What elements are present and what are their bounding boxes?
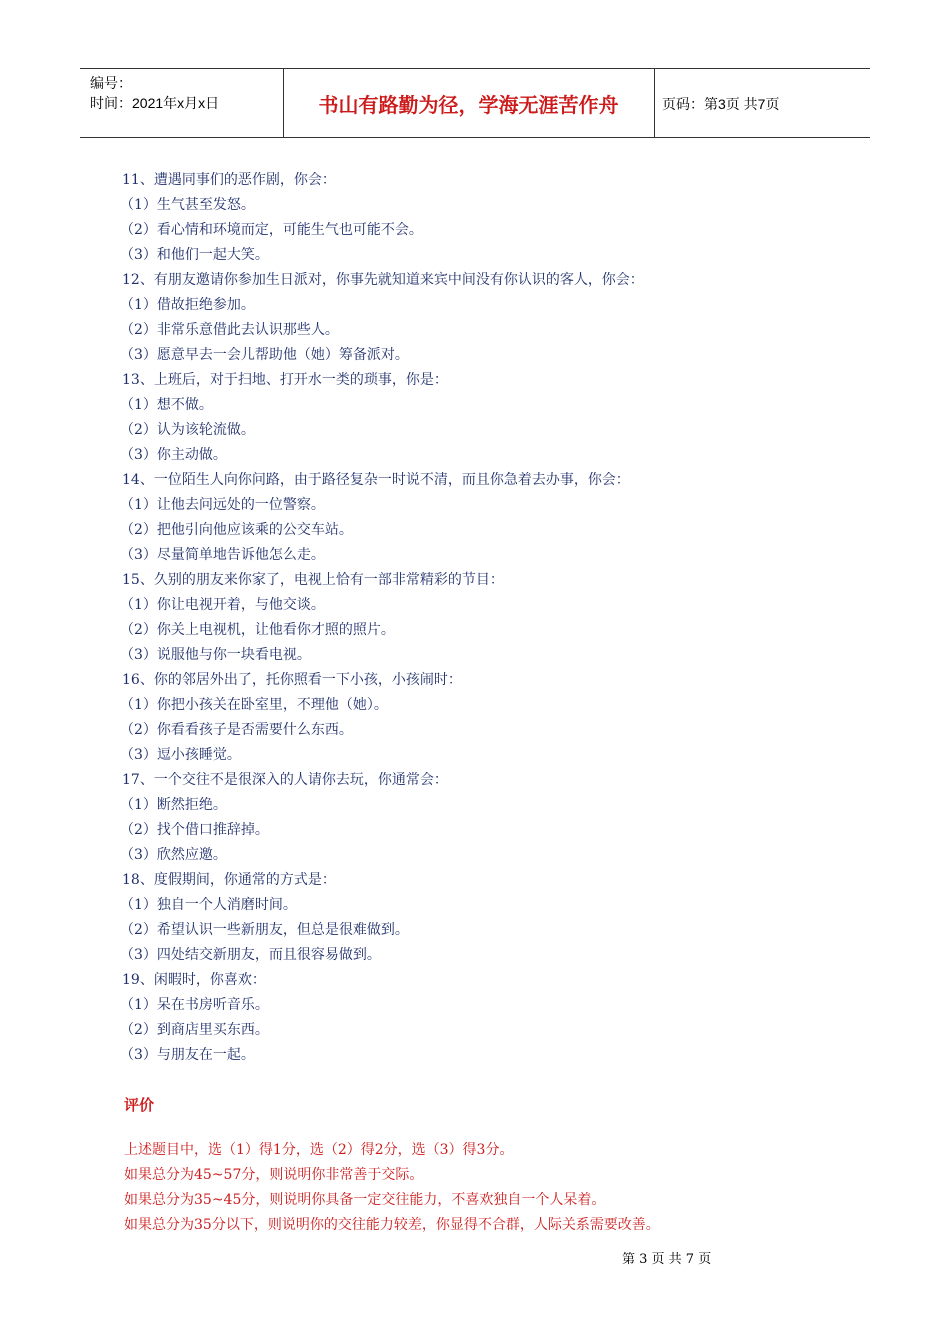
header-right-cell [654,69,870,137]
option-text: （2）非常乐意借此去认识那些人。 [120,322,339,338]
evaluation-heading: 评价 [124,1096,155,1114]
option-text: （1）你把小孩关在卧室里，不理他（她）。 [120,697,388,713]
question-text: 16、你的邻居外出了，托你照看一下小孩，小孩闹时： [122,672,462,688]
option-text: （2）看心情和环境而定，可能生气也可能不会。 [120,222,423,238]
question-text: 19、闲暇时，你喜欢： [122,972,266,988]
page-footer: 第 3 页 共 7 页 [622,1252,712,1267]
scoring-rule: 上述题目中，选（1）得1分，选（2）得2分，选（3）得3分。 [124,1142,514,1158]
option-text: （3）愿意早去一会儿帮助他（她）筹备派对。 [120,347,409,363]
option-text: （3）与朋友在一起。 [120,1047,255,1063]
option-text: （3）和他们一起大笑。 [120,247,269,263]
option-text: （2）你看看孩子是否需要什么东西。 [120,722,353,738]
option-text: （1）你让电视开着，与他交谈。 [120,597,325,613]
option-text: （1）让他去问远处的一位警察。 [120,497,325,513]
option-text: （3）欣然应邀。 [120,847,227,863]
evaluation-section [124,1140,864,1240]
option-text: （1）借故拒绝参加。 [120,297,255,313]
questionnaire [122,170,862,1070]
option-text: （3）四处结交新朋友，而且很容易做到。 [120,947,381,963]
option-text: （3）说服他与你一块看电视。 [120,647,311,663]
option-text: （2）找个借口推辞掉。 [120,822,269,838]
question-text: 12、有朋友邀请你参加生日派对，你事先就知道来宾中间没有你认识的客人，你会： [122,272,644,288]
score-range-high: 如果总分为45~57分，则说明你非常善于交际。 [124,1167,424,1183]
option-text: （3）你主动做。 [120,447,227,463]
page-header [80,68,870,138]
score-range-low: 如果总分为35分以下，则说明你的交往能力较差，你显得不合群，人际关系需要改善。 [124,1217,660,1233]
option-text: （3）尽量简单地告诉他怎么走。 [120,547,325,563]
question-text: 18、度假期间，你通常的方式是： [122,872,336,888]
option-text: （2）把他引向他应该乘的公交车站。 [120,522,353,538]
question-text: 13、上班后，对于扫地、打开水一类的琐事，你是： [122,372,448,388]
question-text: 14、一位陌生人向你问路，由于路径复杂一时说不清，而且你急着去办事，你会： [122,472,630,488]
option-text: （1）想不做。 [120,397,213,413]
option-text: （2）你关上电视机，让他看你才照的照片。 [120,622,395,638]
option-text: （2）认为该轮流做。 [120,422,255,438]
option-text: （1）断然拒绝。 [120,797,227,813]
header-left-cell [80,69,284,137]
question-text: 11、遭遇同事们的恶作剧，你会： [122,172,336,188]
option-text: （2）到商店里买东西。 [120,1022,269,1038]
header-middle-cell [283,69,655,137]
page-info: 页码：第3页 共7页 [662,96,780,112]
option-text: （3）逗小孩睡觉。 [120,747,241,763]
serial-label: 编号： [90,75,132,91]
option-text: （1）生气甚至发怒。 [120,197,255,213]
option-text: （1）呆在书房听音乐。 [120,997,269,1013]
header-motto: 书山有路勤为径，学海无涯苦作舟 [318,93,619,117]
time-label: 时间：2021年x月x日 [90,95,220,111]
question-text: 17、一个交往不是很深入的人请你去玩，你通常会： [122,772,448,788]
option-text: （1）独自一个人消磨时间。 [120,897,297,913]
score-range-mid: 如果总分为35~45分，则说明你具备一定交往能力，不喜欢独自一个人呆着。 [124,1192,606,1208]
question-text: 15、久别的朋友来你家了，电视上恰有一部非常精彩的节目： [122,572,504,588]
option-text: （2）希望认识一些新朋友，但总是很难做到。 [120,922,409,938]
